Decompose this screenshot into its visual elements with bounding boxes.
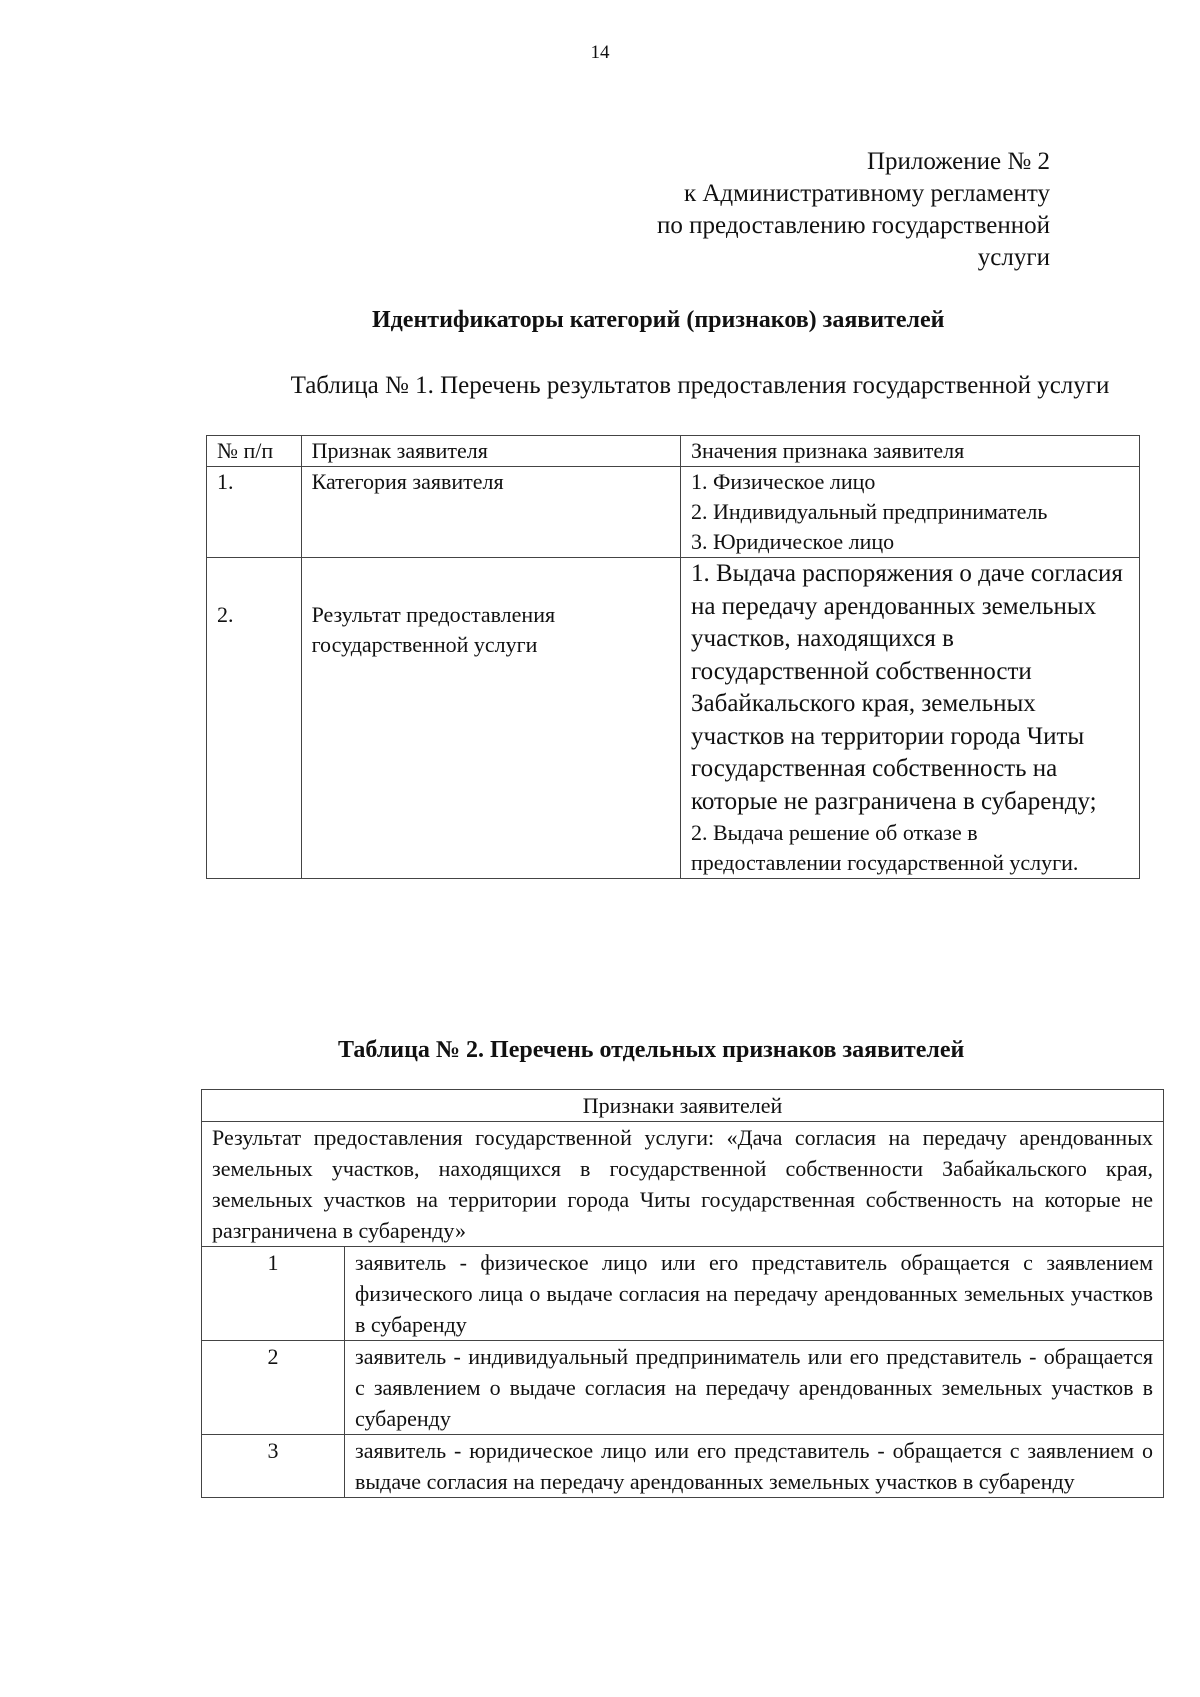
value-item: 1. Физическое лицо [691, 469, 876, 494]
value-item: 1. Выдача распоряжения о даче согласия на передачу арендованных земельных участков, находящихся в государственной собственности Забайкальского края, земельных участков на территории города Читы государственная собственность на которые не разграничена в субаренду; [691, 560, 1123, 815]
header-cell: Признаки заявителей [202, 1090, 1164, 1122]
table-row [202, 1435, 1164, 1498]
row-number: 2. [207, 558, 302, 879]
document-title: Идентификаторы категорий (признаков) заявителей [372, 307, 945, 333]
row-number: 1. [207, 467, 302, 558]
table-row [207, 467, 1140, 558]
appendix-line: Приложение № 2 [866, 148, 1050, 175]
appendix-line: к Административному регламенту [683, 180, 1050, 207]
value-item: 2. Выдача решение об отказе в предоставлении государственной услуги. [691, 820, 1079, 875]
row-text: заявитель - индивидуальный предприниматель или его представитель - обращается с заявлением о выдаче согласия на передачу арендованных земельных участков в субаренду [345, 1341, 1164, 1435]
row-attribute: Категория заявителя [301, 467, 680, 558]
table-intro-row [202, 1122, 1164, 1247]
table-row [207, 558, 1140, 879]
row-values [681, 558, 1140, 879]
appendix-line: услуги [977, 244, 1050, 271]
applicant-attributes-table [201, 1089, 1164, 1498]
table-row [202, 1341, 1164, 1435]
header-cell-values: Значения признака заявителя [681, 436, 1140, 467]
table-header-row [207, 436, 1140, 467]
header-cell-attribute: Признак заявителя [301, 436, 680, 467]
intro-cell: Результат предоставления государственной услуги: «Дача согласия на передачу арендованных земельных участков, находящихся в государственной собственности Забайкальского края, земельных участков на территории города Читы государственная собственность на которые не разграничена в субаренду» [202, 1122, 1164, 1247]
table-header-row [202, 1090, 1164, 1122]
row-values [681, 467, 1140, 558]
row-number: 2 [202, 1341, 345, 1435]
table1-caption: Таблица № 1. Перечень результатов предоставления государственной услуги [290, 372, 1110, 399]
row-number: 1 [202, 1247, 345, 1341]
appendix-header [657, 146, 1050, 274]
appendix-line: по предоставлению государственной [657, 212, 1050, 239]
table-row [202, 1247, 1164, 1341]
page-number: 14 [590, 42, 610, 63]
value-item: 2. Индивидуальный предприниматель [691, 499, 1048, 524]
header-cell-number: № п/п [207, 436, 302, 467]
value-item: 3. Юридическое лицо [691, 529, 895, 554]
row-text: заявитель - физическое лицо или его представитель обращается с заявлением физического лица о выдаче согласия на передачу арендованных земельных участков в субаренду [345, 1247, 1164, 1341]
table2-caption: Таблица № 2. Перечень отдельных признаков заявителей [338, 1037, 965, 1063]
row-text: заявитель - юридическое лицо или его представитель - обращается с заявлением о выдаче согласия на передачу арендованных земельных участков в субаренду [345, 1435, 1164, 1498]
applicant-results-table [206, 435, 1140, 879]
row-number: 3 [202, 1435, 345, 1498]
row-attribute: Результат предоставления государственной услуги [301, 558, 680, 879]
